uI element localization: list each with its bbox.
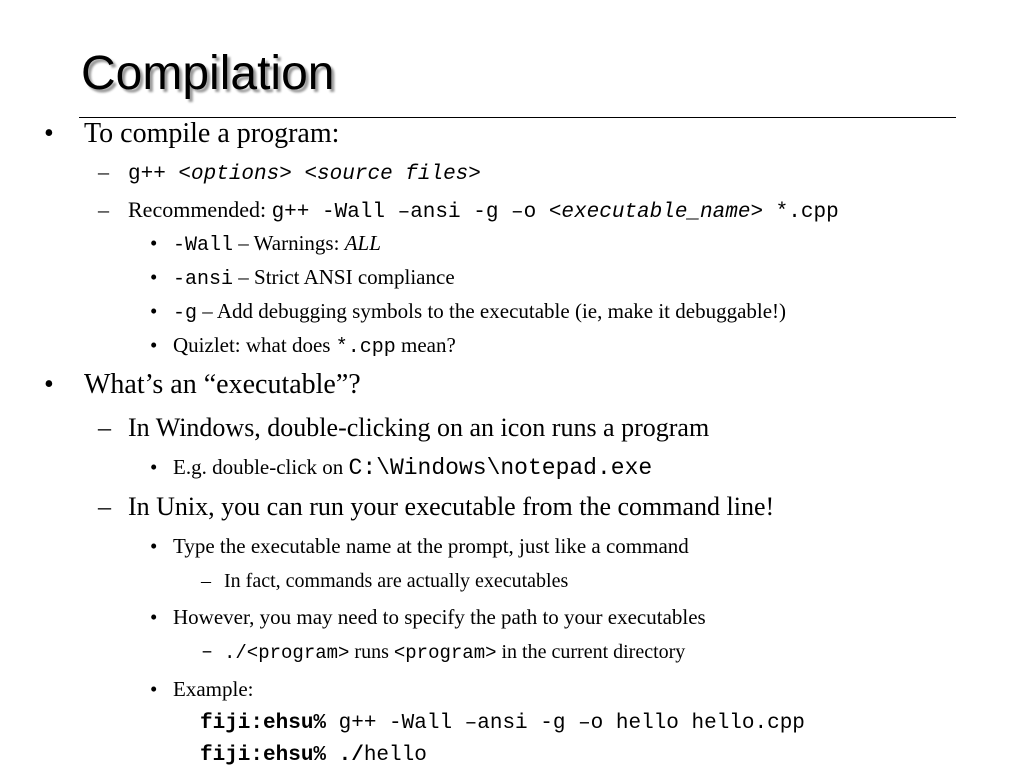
option-emphasis: ALL	[344, 231, 381, 255]
quizlet-pre: Quizlet: what does	[173, 333, 336, 357]
bullet-dot: •	[150, 534, 158, 558]
quizlet-code: *.cpp	[335, 336, 396, 359]
heading-compile: To compile a program:	[84, 118, 340, 149]
path-runs: runs	[349, 641, 394, 663]
windows-example-path: C:\Windows\notepad.exe	[348, 455, 653, 481]
option-wall	[173, 230, 381, 259]
shell-command: hello	[363, 744, 427, 767]
bullet-dash: –	[98, 492, 111, 521]
recommended-line	[128, 196, 839, 227]
recommended-exe-name: <executable_name>	[548, 201, 764, 224]
in-fact-line: In fact, commands are actually executables	[224, 570, 569, 592]
option-text: Warnings:	[253, 231, 345, 255]
option-ansi	[173, 264, 455, 293]
syntax-options: <options>	[178, 163, 292, 186]
example-command-run	[200, 742, 427, 770]
option-flag: -ansi	[173, 268, 234, 291]
shell-command: g++ -Wall –ansi -g –o hello hello.cpp	[326, 712, 805, 735]
bullet-dot: •	[150, 299, 158, 323]
option-flag: -Wall	[173, 234, 234, 257]
bullet-dot: •	[150, 333, 158, 357]
path-program: <program>	[393, 642, 497, 664]
option-text: Strict ANSI compliance	[254, 265, 455, 289]
example-command-compile	[200, 710, 805, 738]
bullet-dot: •	[150, 677, 158, 701]
option-flag: -g	[173, 302, 198, 325]
quizlet-post: mean?	[395, 333, 456, 357]
syntax-gap	[292, 163, 305, 186]
option-sep: –	[233, 265, 255, 289]
bullet-dash: –	[201, 641, 214, 664]
windows-line: In Windows, double-clicking on an icon runs a program	[128, 413, 710, 442]
bullet-dot: •	[44, 369, 54, 400]
option-sep: –	[197, 299, 217, 323]
recommended-tail: *.cpp	[763, 201, 839, 224]
however-line: However, you may need to specify the path to your executables	[173, 605, 706, 629]
unix-line: In Unix, you can run your executable from the command line!	[128, 492, 775, 521]
bullet-dot: •	[150, 455, 158, 479]
heading-executable: What’s an “executable”?	[84, 369, 361, 400]
path-line	[224, 640, 685, 666]
shell-prompt: fiji:ehsu% ./	[200, 744, 364, 767]
type-name-line: Type the executable name at the prompt, just like a command	[173, 534, 689, 558]
recommended-cmd: g++ -Wall –ansi -g –o	[271, 201, 549, 224]
syntax-files: <source files>	[304, 163, 481, 186]
syntax-line	[128, 158, 481, 189]
bullet-dot: •	[44, 118, 54, 149]
bullet-dash: –	[98, 413, 111, 442]
example-label: Example:	[173, 677, 254, 701]
option-text: Add debugging symbols to the executable (ie, make it debuggable!)	[216, 299, 787, 323]
recommended-label: Recommended:	[128, 197, 272, 222]
bullet-dash: –	[98, 159, 109, 184]
bullet-dot: •	[150, 231, 158, 255]
bullet-dot: •	[150, 605, 158, 629]
path-post: in the current directory	[496, 641, 686, 663]
option-sep: –	[233, 231, 254, 255]
bullet-dot: •	[150, 265, 158, 289]
syntax-cmd: g++	[128, 163, 179, 186]
slide-title: Compilation	[81, 47, 335, 100]
quizlet-line	[173, 332, 456, 361]
shell-prompt: fiji:ehsu%	[200, 712, 327, 735]
windows-example-pre: E.g. double-click on	[173, 455, 349, 479]
bullet-dash: –	[98, 197, 109, 222]
bullet-dash: –	[201, 570, 211, 592]
option-g	[173, 298, 786, 327]
path-code: ./<program>	[224, 642, 350, 664]
windows-example	[173, 454, 652, 482]
